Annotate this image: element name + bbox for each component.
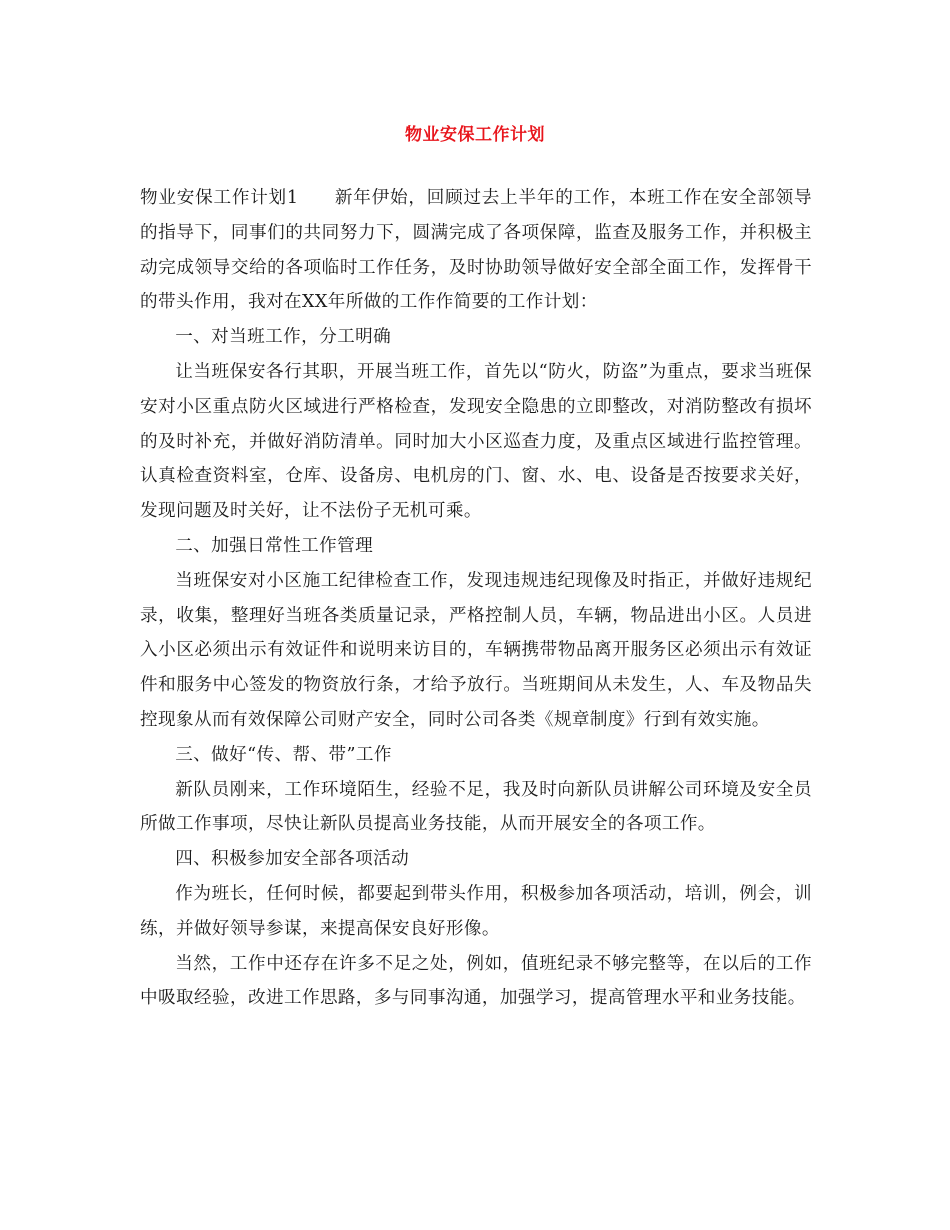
document-title: 物业安保工作计划: [405, 125, 545, 145]
intro-paragraph: [140, 181, 812, 320]
section-paragraph-4: 作为班长，任何时候，都要起到带头作用，积极参加各项活动，培训，例会，训练，并做好领导参谋，来提高保安良好形像。: [140, 883, 812, 939]
section-paragraph-2: 当班保安对小区施工纪律检查工作，发现违规违纪现像及时指正，并做好违规纪录，收集，整理好当班各类质量记录，严格控制人员，车辆，物品进出小区。人员进入小区必须出示有效证件和说明来访目的，车辆携带物品离开服务区必须出示有效证件和服务中心签发的物资放行条，才给予放行。当班期间从未发生，人、车及物品失控现象从而有效保障公司财产安全，同时公司各类《规章制度》行到有效实施。: [140, 570, 812, 730]
section-paragraph-1: 让当班保安各行其职，开展当班工作，首先以“防火，防盗”为重点，要求当班保安对小区重点防火区域进行严格检查，发现安全隐患的立即整改，对消防整改有损坏的及时补充，并做好消防清单。同时加大小区巡查力度，及重点区域进行监控管理。认真检查资料室，仓库、设备房、电机房的门、窗、水、电、设备是否按要求关好，发现问题及时关好，让不法份子无机可乘。: [140, 361, 812, 522]
section-heading-2: 二、加强日常性工作管理: [175, 535, 374, 556]
section-heading-4: 四、积极参加安全部各项活动: [175, 849, 410, 870]
intro-text: 新年伊始，回顾过去上半年的工作，本班工作在安全部领导的指导下，同事们的共同努力下，圆满完成了各项保障，监查及服务工作，并积极主动完成领导交给的各项临时工作任务，及时协助领导做好安全部全面工作，发挥骨干的带头作用，我对在XX年所做的工作作简要的工作计划：: [140, 188, 812, 313]
section-heading-3: 三、做好“传、帮、带”工作: [175, 744, 392, 765]
intro-lead-text: 物业安保工作计划1: [140, 188, 299, 208]
section-heading-1: 一、对当班工作，分工明确: [175, 327, 392, 348]
closing-paragraph: 当然，工作中还存在许多不足之处，例如，值班纪录不够完整等，在以后的工作中吸取经验，改进工作思路，多与同事沟通，加强学习，提高管理水平和业务技能。: [140, 953, 812, 1009]
section-paragraph-3: 新队员刚来，工作环境陌生，经验不足，我及时向新队员讲解公司环境及安全员所做工作事项，尽快让新队员提高业务技能，从而开展安全的各项工作。: [140, 779, 812, 835]
document-body: [140, 181, 812, 1016]
